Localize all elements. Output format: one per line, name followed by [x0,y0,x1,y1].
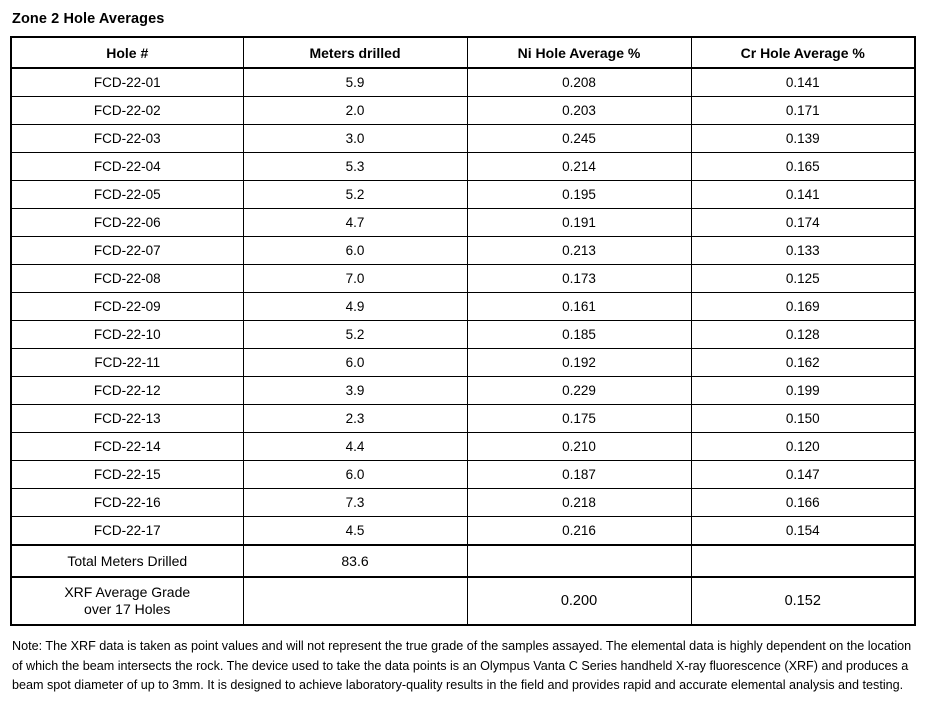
cell-hole: FCD-22-04 [11,153,243,181]
cell-hole: FCD-22-02 [11,97,243,125]
table-row [11,377,915,405]
cell-cr: 0.174 [691,209,915,237]
cell-ni: 0.213 [467,237,691,265]
table-row [11,125,915,153]
cell-cr: 0.171 [691,97,915,125]
cell-ni: 0.192 [467,349,691,377]
table-row [11,265,915,293]
cell-cr: 0.169 [691,293,915,321]
column-header-hole: Hole # [11,37,243,68]
cell-cr: 0.165 [691,153,915,181]
cell-hole: FCD-22-07 [11,237,243,265]
table-row [11,68,915,97]
cell-meters: 5.2 [243,321,467,349]
footnote: Note: The XRF data is taken as point values and will not represent the true grade of the samples assayed. The elemental data is highly dependent on the location of which the beam intersects the rock. The device used to take the data points is an Olympus Vanta C Series handheld X-ray fluorescence (XRF) and produces a beam spot diameter of up to 3mm. It is designed to achieve laboratory-quality results in the field and provides rapid and accurate elemental analysis and testing. [12,639,912,693]
cell-ni: 0.229 [467,377,691,405]
table-row [11,433,915,461]
cell-meters: 5.9 [243,68,467,97]
table-row [11,517,915,546]
table-header-row [11,37,915,68]
cell-ni: 0.191 [467,209,691,237]
cell-cr: 0.150 [691,405,915,433]
column-header-cr: Cr Hole Average % [691,37,915,68]
cell-meters: 3.9 [243,377,467,405]
table-row [11,293,915,321]
cell-cr: 0.120 [691,433,915,461]
table-row [11,209,915,237]
cell-ni: 0.173 [467,265,691,293]
xrf-cr-value: 0.152 [691,577,915,625]
xrf-average-label-line1: XRF Average Grade [64,583,191,600]
total-meters-value: 83.6 [243,545,467,577]
cell-meters: 6.0 [243,349,467,377]
xrf-meters-value [243,577,467,625]
hole-averages-table [10,36,916,626]
cell-cr: 0.141 [691,68,915,97]
cell-ni: 0.210 [467,433,691,461]
total-meters-label: Total Meters Drilled [11,545,243,577]
table-row [11,489,915,517]
cell-cr: 0.166 [691,489,915,517]
cell-meters: 5.3 [243,153,467,181]
cell-meters: 4.5 [243,517,467,546]
cell-ni: 0.245 [467,125,691,153]
cell-cr: 0.128 [691,321,915,349]
column-header-meters: Meters drilled [243,37,467,68]
cell-hole: FCD-22-14 [11,433,243,461]
table-row [11,153,915,181]
xrf-average-label-line2: over 17 Holes [84,601,171,617]
cell-cr: 0.139 [691,125,915,153]
cell-meters: 7.3 [243,489,467,517]
cell-meters: 6.0 [243,237,467,265]
cell-hole: FCD-22-16 [11,489,243,517]
xrf-average-row [11,577,915,625]
total-meters-row [11,545,915,577]
cell-meters: 4.7 [243,209,467,237]
total-ni-value [467,545,691,577]
cell-hole: FCD-22-10 [11,321,243,349]
cell-hole: FCD-22-09 [11,293,243,321]
cell-hole: FCD-22-17 [11,517,243,546]
cell-ni: 0.208 [467,68,691,97]
cell-ni: 0.187 [467,461,691,489]
table-row [11,97,915,125]
cell-cr: 0.199 [691,377,915,405]
cell-cr: 0.162 [691,349,915,377]
cell-meters: 3.0 [243,125,467,153]
cell-hole: FCD-22-13 [11,405,243,433]
cell-meters: 2.0 [243,97,467,125]
cell-ni: 0.218 [467,489,691,517]
table-row [11,181,915,209]
table-row [11,321,915,349]
cell-meters: 2.3 [243,405,467,433]
cell-meters: 5.2 [243,181,467,209]
cell-cr: 0.141 [691,181,915,209]
cell-ni: 0.203 [467,97,691,125]
cell-hole: FCD-22-03 [11,125,243,153]
table-row [11,237,915,265]
cell-hole: FCD-22-11 [11,349,243,377]
cell-hole: FCD-22-06 [11,209,243,237]
cell-meters: 4.4 [243,433,467,461]
cell-meters: 4.9 [243,293,467,321]
cell-meters: 7.0 [243,265,467,293]
cell-ni: 0.216 [467,517,691,546]
column-header-ni: Ni Hole Average % [467,37,691,68]
cell-ni: 0.195 [467,181,691,209]
table-row [11,349,915,377]
page-title: Zone 2 Hole Averages [12,11,165,27]
table-row [11,461,915,489]
cell-hole: FCD-22-01 [11,68,243,97]
cell-cr: 0.154 [691,517,915,546]
cell-ni: 0.185 [467,321,691,349]
cell-ni: 0.214 [467,153,691,181]
xrf-average-label [11,577,243,625]
cell-hole: FCD-22-12 [11,377,243,405]
cell-ni: 0.161 [467,293,691,321]
cell-ni: 0.175 [467,405,691,433]
xrf-ni-value: 0.200 [467,577,691,625]
cell-cr: 0.133 [691,237,915,265]
cell-hole: FCD-22-15 [11,461,243,489]
total-cr-value [691,545,915,577]
table-body [11,68,915,625]
cell-cr: 0.125 [691,265,915,293]
table-header [11,37,915,68]
cell-meters: 6.0 [243,461,467,489]
cell-hole: FCD-22-08 [11,265,243,293]
table-row [11,405,915,433]
cell-hole: FCD-22-05 [11,181,243,209]
cell-cr: 0.147 [691,461,915,489]
